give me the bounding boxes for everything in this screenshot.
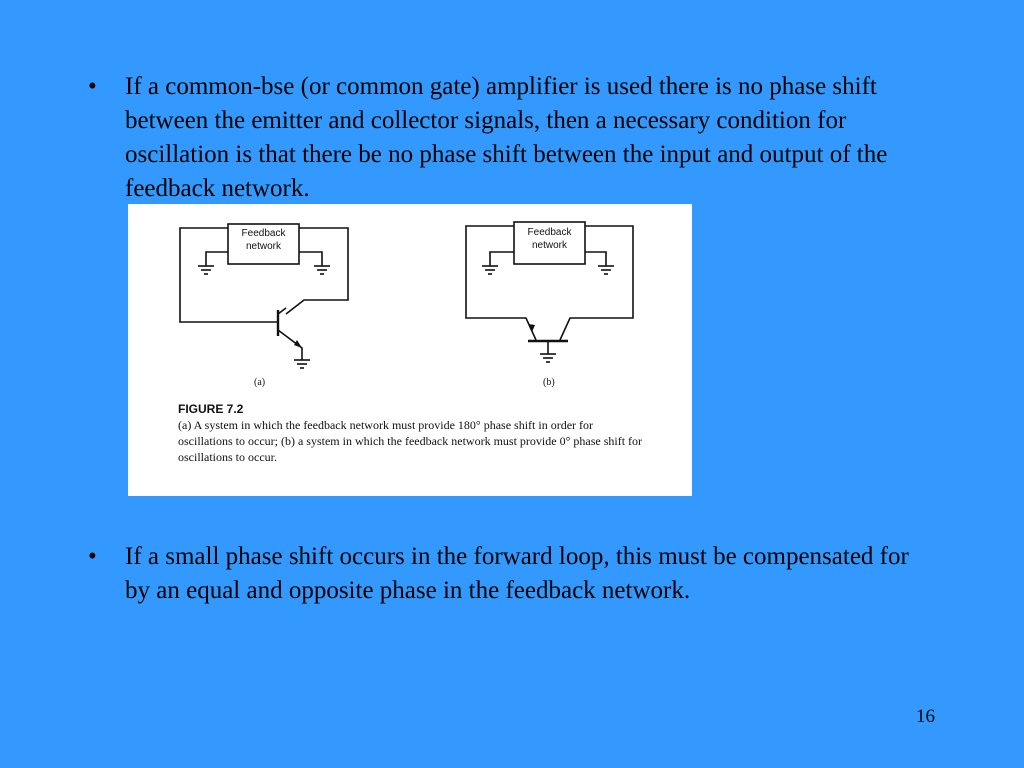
bullet-text-1: If a common-bse (or common gate) amplifier is used there is no phase shift between the emitter and collector signals, then a necessary condition for oscillation is that there be no phase shift between the input and output of the feedback network. — [125, 73, 888, 202]
figure-title: FIGURE 7.2 — [178, 402, 244, 416]
figure-caption: (a) A system in which the feedback network must provide 180° phase shift in order for oscillations to occur; (b) a system in which the feedback network must provide 0° phase shift for oscillations to occur. — [178, 418, 643, 464]
box-label-a-line2: network — [245, 241, 282, 252]
box-label-a-line1: Feedback — [241, 228, 286, 239]
bullet-text-2: If a small phase shift occurs in the forward loop, this must be compensated for by an equal and opposite phase in the feedback network. — [125, 543, 909, 604]
subfigure-label-a: (a) — [254, 377, 266, 388]
bullet-marker: • — [88, 73, 97, 100]
bullet-marker: • — [88, 543, 97, 570]
page-number: 16 — [916, 706, 935, 727]
figure-7-2 — [128, 204, 692, 496]
box-label-b-line2: network — [531, 240, 568, 251]
subfigure-label-b: (b) — [543, 377, 555, 388]
box-label-b-line1: Feedback — [527, 227, 572, 238]
